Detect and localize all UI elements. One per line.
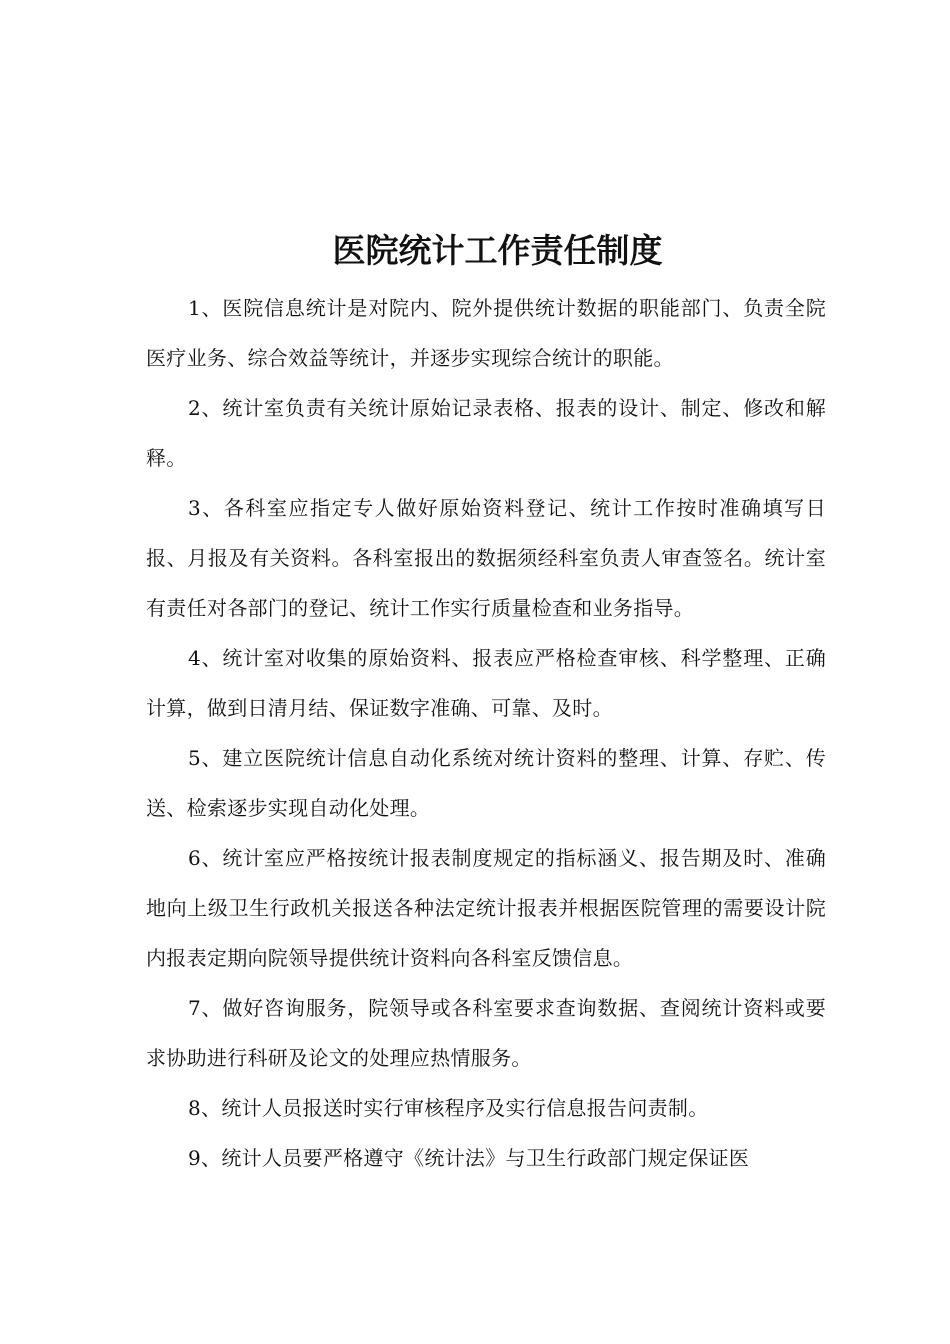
paragraph-1: 1、医院信息统计是对院内、院外提供统计数据的职能部门、负责全院医疗业务、综合效益等统计，并逐步实现综合统计的职能。 [146, 296, 826, 370]
paragraph-8: 8、统计人员报送时实行审核程序及实行信息报告问责制。 [188, 1096, 709, 1120]
document-body [146, 283, 826, 1183]
paragraph-5: 5、建立医院统计信息自动化系统对统计资料的整理、计算、存贮、传送、检索逐步实现自动化处理。 [146, 746, 826, 820]
paragraph-9: 9、统计人员要严格遵守《统计法》与卫生行政部门规定保证医 [188, 1146, 750, 1170]
paragraph-4: 4、统计室对收集的原始资料、报表应严格检查审核、科学整理、正确计算，做到日清月结、保证数字准确、可靠、及时。 [146, 646, 826, 720]
paragraph-3: 3、各科室应指定专人做好原始资料登记、统计工作按时准确填写日报、月报及有关资料。各科室报出的数据须经科室负责人审查签名。统计室有责任对各部门的登记、统计工作实行质量检查和业务指导。 [146, 496, 826, 620]
document-title: 医院统计工作责任制度 [332, 231, 663, 270]
paragraph-6: 6、统计室应严格按统计报表制度规定的指标涵义、报告期及时、准确地向上级卫生行政机关报送各种法定统计报表并根据医院管理的需要设计院内报表定期向院领导提供统计资料向各科室反馈信息。 [146, 846, 826, 970]
paragraph-7: 7、做好咨询服务，院领导或各科室要求查询数据、查阅统计资料或要求协助进行科研及论文的处理应热情服务。 [146, 996, 826, 1070]
paragraph-2: 2、统计室负责有关统计原始记录表格、报表的设计、制定、修改和解释。 [146, 396, 826, 470]
